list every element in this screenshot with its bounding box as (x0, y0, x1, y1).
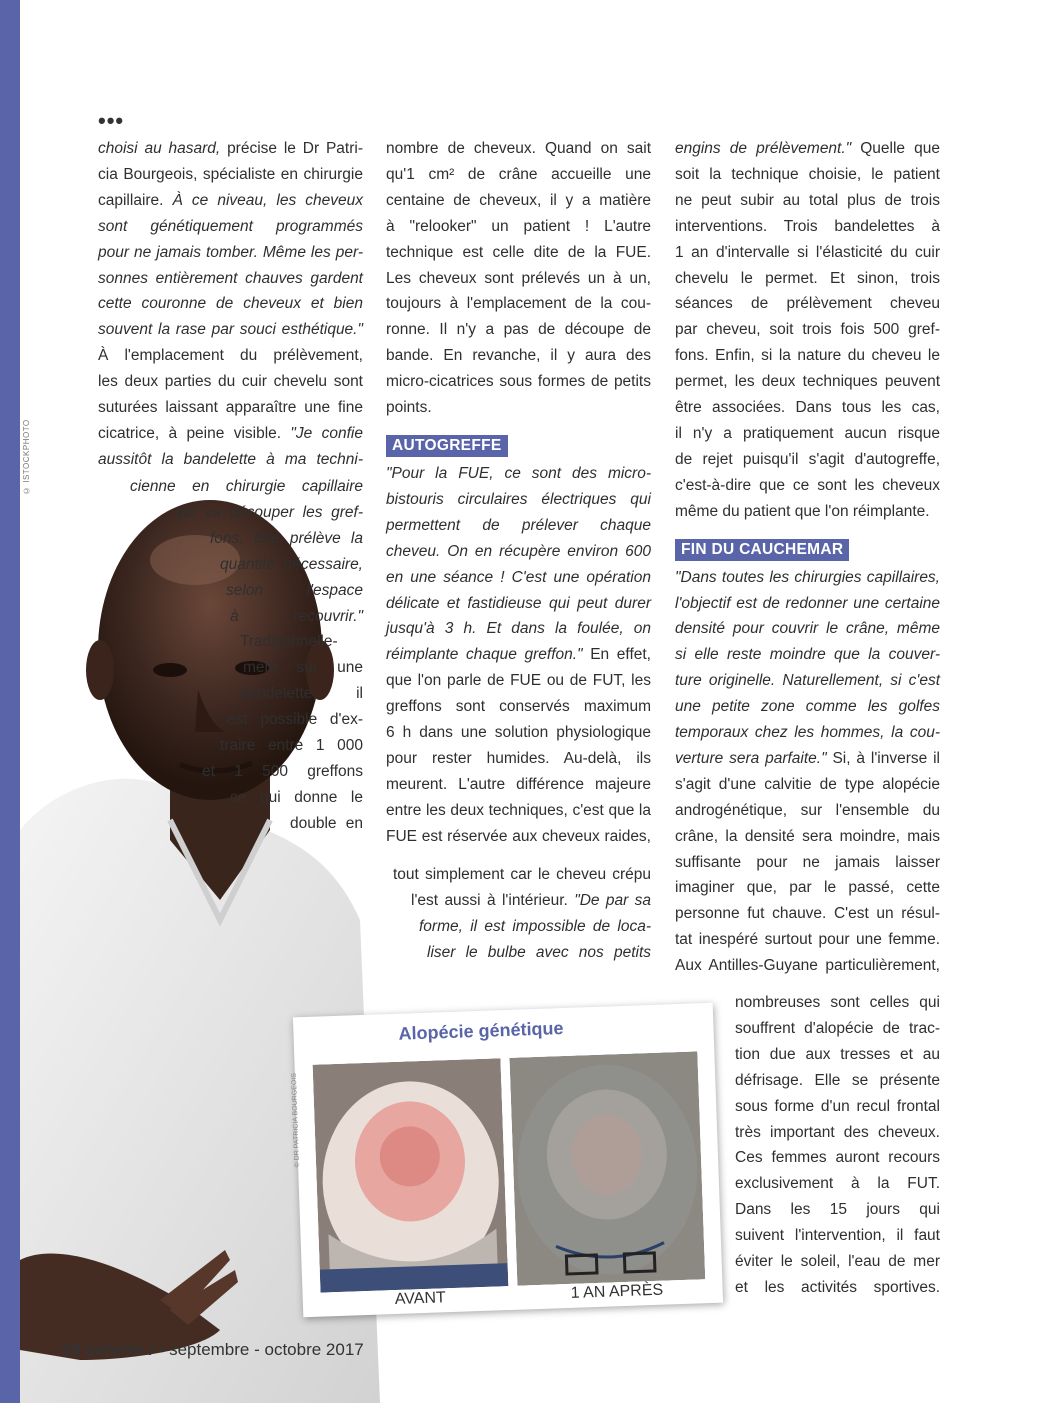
wrapped-line (243, 655, 363, 681)
text-line (386, 824, 651, 850)
text-line (735, 1171, 940, 1197)
text-line (386, 772, 651, 798)
body-text: ce qui donne le (230, 788, 363, 806)
text-line (98, 214, 363, 240)
wrapped-line (393, 862, 651, 888)
body-text: greffons sont conservés maximum (386, 698, 651, 716)
body-text: meurent. L'autre différence majeure (386, 775, 651, 793)
body-text: nombre de cheveux. Quand on sait (386, 140, 651, 157)
italic-text: sonnes entièrement chauves gardent (98, 269, 363, 287)
body-text: 1 an d'intervalle si l'élasticité du cuir (675, 243, 940, 261)
wrapped-line (240, 681, 363, 707)
italic-text: selon l'espace (226, 581, 363, 599)
italic-text: "Je confie (290, 424, 363, 442)
italic-text: "Dans toutes les chirurgies capillaires, (675, 568, 940, 586)
text-line (98, 188, 363, 214)
text-line (735, 1120, 940, 1146)
body-text: androgénétique, sur l'ensemble du (675, 801, 940, 819)
text-line (386, 162, 651, 188)
italic-text: à recouvrir." (230, 607, 363, 625)
italic-text: souvent la rase par souci esthétique." (98, 321, 363, 339)
body-text: À l'emplacement du prélèvement, (98, 347, 363, 365)
body-text: qu'1 cm² de crâne accueille une (386, 165, 651, 183)
text-line (227, 707, 363, 733)
text-line (675, 447, 940, 473)
text-line (386, 539, 651, 565)
wrapped-line (290, 811, 363, 837)
wrapped-line (411, 888, 651, 914)
caption-before: AVANT (394, 1289, 447, 1309)
body-text: toujours à l'emplacement de la cou- (386, 295, 651, 313)
text-line (386, 317, 651, 343)
wrapped-line (230, 785, 363, 811)
text-line (386, 291, 651, 317)
text-line (98, 136, 363, 162)
wrapped-line (220, 552, 363, 578)
section-heading-autogreffe: AUTOGREFFE (386, 435, 508, 457)
text-line (675, 927, 940, 953)
body-text: de rejet puisqu'il s'agit d'autogreffe, (675, 450, 940, 468)
text-line (675, 343, 940, 369)
text-line (675, 668, 940, 694)
italic-text: cette couronne de cheveux et bien (98, 295, 363, 313)
column-3 (675, 136, 940, 979)
italic-text: délicate et fastidieuse qui peut durer (386, 594, 651, 612)
column-2 (386, 136, 651, 850)
wrapped-line (175, 500, 363, 526)
column-3-narrow (735, 990, 940, 1301)
text-line (98, 447, 363, 473)
text-line (386, 343, 651, 369)
text-line (675, 499, 940, 525)
italic-text: choisi au hasard, (98, 140, 221, 157)
wrapped-line (202, 759, 363, 785)
italic-text: À ce niveau, les cheveux (172, 191, 363, 209)
text-line (386, 720, 651, 746)
text-line (98, 162, 363, 188)
body-text: interventions. Trois bandelettes à (675, 217, 940, 235)
text-line (675, 136, 940, 162)
text-line (202, 759, 363, 785)
body-text: Traditionnelle- (240, 633, 338, 651)
text-line (386, 746, 651, 772)
wrapped-line (230, 604, 363, 630)
body-text: Ces femmes auront recours (735, 1149, 940, 1167)
italic-text: cheveu. On en récupère environ 600 (386, 542, 651, 560)
body-text: soit la technique choisie, le patient (675, 165, 940, 183)
text-line (98, 291, 363, 317)
body-text: souffrent d'alopécie de trac- (735, 1019, 940, 1037)
text-line (240, 681, 363, 707)
body-text: et les activités sportives. (735, 1278, 940, 1296)
italic-text: engins de prélèvement." (675, 140, 852, 157)
body-text: ne peut subir au total plus de trois (675, 191, 940, 209)
italic-text: ture originelle. Naturellement, si c'est (675, 672, 940, 690)
text-line (243, 655, 363, 681)
body-text: nombreuses sont celles qui (735, 994, 940, 1011)
body-text: fons. Enfin, si la nature du cheveu le (675, 347, 940, 365)
body-text: suffisante pour ne jamais laisser (675, 853, 940, 871)
body-text: cia Bourgeois, spécialiste en chirurgie (98, 165, 363, 183)
italic-text: en une séance ! C'est une opération (386, 568, 651, 586)
text-line (675, 616, 940, 642)
italic-text: cienne en chirurgie capillaire (130, 478, 363, 495)
text-line (675, 746, 940, 772)
body-text: que l'on parle de FUE ou de FUT, les (386, 672, 651, 690)
wrapped-line (220, 733, 363, 759)
text-line (386, 395, 651, 421)
body-text: s'agit d'une calvitie de type alopécie (675, 775, 940, 793)
body-text: sous forme d'un recul frontal (735, 1097, 940, 1115)
body-text: très important des cheveux. (735, 1123, 940, 1141)
text-line (98, 343, 363, 369)
text-line (675, 188, 940, 214)
body-text: par cheveu, soit trois fois 500 gref- (675, 321, 940, 339)
italic-text: densité pour couvrir le crâne, même (675, 620, 940, 638)
body-text: suturées laissant apparaître une fine (98, 399, 363, 417)
italic-text: si elle reste moindre que la couver- (675, 646, 940, 664)
text-line (386, 513, 651, 539)
body-text: micro-cicatrices sous formes de petits (386, 373, 651, 391)
photo-credit: © ISTOCKPHOTO (22, 419, 31, 495)
text-line (386, 136, 651, 162)
italic-text: temporaux chez les hommes, la cou- (675, 724, 940, 742)
magazine-name: anform ! (85, 1340, 154, 1359)
body-text: double en (290, 814, 363, 832)
body-text: entre les deux techniques, c'est que la (386, 801, 651, 819)
text-line (675, 369, 940, 395)
footer-separator: • (153, 1340, 170, 1359)
wrapped-line (226, 578, 363, 604)
body-text: personne fut chauve. C'est un résul- (675, 905, 940, 923)
body-text: Dans les 15 jours qui (735, 1201, 940, 1219)
inset-title: Alopécie génétique (398, 1017, 564, 1044)
italic-text: l'objectif est de redonner une certaine (675, 594, 940, 612)
text-line (735, 1145, 940, 1171)
text-line (735, 1068, 940, 1094)
text-line (675, 798, 940, 824)
text-line (735, 1275, 940, 1301)
body-text: tat inespéré surtout pour une femme. (675, 931, 940, 949)
text-line (675, 772, 940, 798)
text-line (175, 500, 363, 526)
body-text: séances de prélèvement cheveu (675, 295, 940, 313)
text-line (675, 953, 940, 979)
text-line (735, 1223, 940, 1249)
text-line (675, 694, 940, 720)
body-text: crâne, la densité sera moindre, mais (675, 827, 940, 845)
wrapped-line (227, 707, 363, 733)
text-line (675, 850, 940, 876)
text-line (386, 188, 651, 214)
body-text: permet, les deux techniques peuvent (675, 373, 940, 391)
text-line (735, 990, 940, 1016)
text-line (98, 266, 363, 292)
text-line (98, 240, 363, 266)
wrapped-line (210, 526, 363, 552)
italic-text: jusqu'à 3 h. Et dans la foulée, on (386, 620, 651, 638)
text-line (220, 733, 363, 759)
italic-text: "Pour la FUE, ce sont des micro- (386, 464, 651, 482)
text-line (386, 591, 651, 617)
italic-text: sont génétiquement programmés (98, 217, 363, 235)
body-text: Quelle que (851, 140, 940, 157)
text-line (386, 642, 651, 668)
text-line (386, 694, 651, 720)
body-text: bande. En revanche, il y aura des (386, 347, 651, 365)
text-line (675, 642, 940, 668)
text-line (210, 526, 363, 552)
body-text: 6 h dans une solution physiologique (386, 724, 651, 742)
wrapped-line (419, 914, 651, 940)
body-text: tout simplement car le cheveu crépu (393, 866, 651, 883)
text-line (675, 266, 940, 292)
text-line (386, 369, 651, 395)
italic-text: "De par sa (574, 891, 651, 909)
text-line (735, 1016, 940, 1042)
body-text: Les cheveux sont prélevés un à un, (386, 269, 651, 287)
body-text: ronne. Il n'y a pas de découpe de (386, 321, 651, 339)
text-line (98, 421, 363, 447)
italic-text: quantité nécessaire, (220, 555, 363, 573)
before-after-inset (290, 1003, 723, 1317)
text-line (735, 1042, 940, 1068)
italic-text: qui va découper les gref- (175, 503, 363, 521)
text-line (386, 461, 651, 487)
issue-date: septembre - octobre 2017 (169, 1340, 364, 1359)
body-text: imaginer que, par le passé, cette (675, 879, 940, 897)
body-text: il n'y a pratiquement aucun risque (675, 424, 940, 442)
italic-text: permettent de prélever chaque (386, 516, 651, 534)
page-footer (62, 1340, 364, 1360)
text-line (98, 395, 363, 421)
body-text: suivent l'intervention, il faut (735, 1227, 940, 1245)
body-text: chevelu le permet. Et sinon, trois (675, 269, 940, 287)
text-line (386, 565, 651, 591)
italic-text: forme, il est impossible de loca- (419, 917, 651, 935)
text-line (735, 1197, 940, 1223)
text-line (675, 421, 940, 447)
side-strip (0, 0, 20, 1403)
text-line (735, 1249, 940, 1275)
body-text: pour rester humides. Au-delà, ils (386, 749, 651, 767)
body-text: défrisage. Elle se présente (735, 1071, 940, 1089)
text-line (98, 369, 363, 395)
italic-text: liser le bulbe avec nos petits (427, 943, 651, 961)
text-line (386, 240, 651, 266)
body-text: Aux Antilles-Guyane particulièrement, (675, 957, 940, 975)
text-line (675, 591, 940, 617)
body-text: bandelette, il (240, 685, 363, 703)
body-text: être associées. Dans tous les cas, (675, 399, 940, 417)
italic-text: bistouris circulaires électriques qui (386, 490, 651, 508)
before-photo (313, 1058, 509, 1292)
text-line (386, 214, 651, 240)
text-line (393, 862, 651, 888)
italic-text: verture sera parfaite." (675, 749, 827, 767)
body-text: exclusivement à la FUT. (735, 1175, 940, 1193)
text-line (220, 552, 363, 578)
text-line (290, 811, 363, 837)
text-line (675, 240, 940, 266)
body-text: cicatrice, à peine visible. (98, 424, 291, 442)
body-text: Si, à l'inverse il (826, 749, 940, 767)
text-line (411, 888, 651, 914)
italic-text: pour ne jamais tomber. Même les per- (98, 243, 363, 261)
text-line (419, 914, 651, 940)
body-text: à "relooker" un patient ! L'autre (386, 217, 651, 235)
text-line (735, 1094, 940, 1120)
inset-credit: © DR PATRICIA BOURGEOIS (290, 1072, 302, 1168)
text-line (240, 629, 363, 655)
text-line (427, 940, 651, 966)
body-text: technique est celle dite de la FUE. (386, 243, 651, 261)
caption-after: 1 AN APRÈS (570, 1281, 664, 1302)
text-line (675, 473, 940, 499)
text-line (386, 798, 651, 824)
italic-text: fons. Elle prélève la (210, 529, 363, 547)
text-line (675, 824, 940, 850)
text-line (675, 214, 940, 240)
body-text: En effet, (582, 646, 651, 664)
text-line (386, 266, 651, 292)
continuation-marker: ••• (98, 108, 125, 133)
italic-text: une petite zone comme les golfes (675, 698, 940, 716)
text-line (675, 317, 940, 343)
wrapped-line (240, 629, 363, 655)
body-text: tion due aux tresses et au (735, 1045, 940, 1063)
text-line (675, 901, 940, 927)
body-text: éviter le soleil, l'eau de mer (735, 1253, 940, 1271)
italic-text: aussitôt la bandelette à ma techni- (98, 450, 363, 468)
body-text: FUE est réservée aux cheveux raides, (386, 827, 651, 845)
body-text: points. (386, 399, 432, 417)
text-line (675, 395, 940, 421)
text-line (386, 616, 651, 642)
text-line (386, 668, 651, 694)
body-text: l'est aussi à l'intérieur. (411, 891, 575, 909)
text-line (98, 317, 363, 343)
text-line (675, 565, 940, 591)
body-text: traire entre 1 000 (220, 737, 363, 754)
page-number: 68 (62, 1340, 81, 1359)
body-text: c'est-à-dire que ce sont les cheveux (675, 476, 940, 494)
body-text: centaine de cheveux, il y a matière (386, 191, 651, 209)
wrapped-line (427, 940, 651, 966)
body-text: et 1 500 greffons (202, 762, 363, 780)
wrapped-line (130, 474, 363, 500)
text-line (230, 785, 363, 811)
italic-text: réimplante chaque greffon." (386, 646, 583, 664)
text-line (226, 578, 363, 604)
text-line (675, 291, 940, 317)
body-text: capillaire. (98, 191, 173, 209)
text-line (675, 720, 940, 746)
text-line (386, 487, 651, 513)
column-1-top (98, 136, 363, 473)
text-line (675, 875, 940, 901)
after-photo (509, 1051, 705, 1285)
text-line (675, 162, 940, 188)
body-text: les deux parties du cuir chevelu sont (98, 373, 363, 391)
text-line (230, 604, 363, 630)
body-text: précise le Dr Patri- (220, 140, 363, 157)
text-line (130, 474, 363, 500)
body-text: même du patient que l'on réimplante. (675, 502, 930, 520)
body-text: est possible d'ex- (227, 711, 363, 729)
section-heading-fin-du-cauchemar: FIN DU CAUCHEMAR (675, 539, 849, 561)
body-text: ment sur une (243, 659, 363, 677)
